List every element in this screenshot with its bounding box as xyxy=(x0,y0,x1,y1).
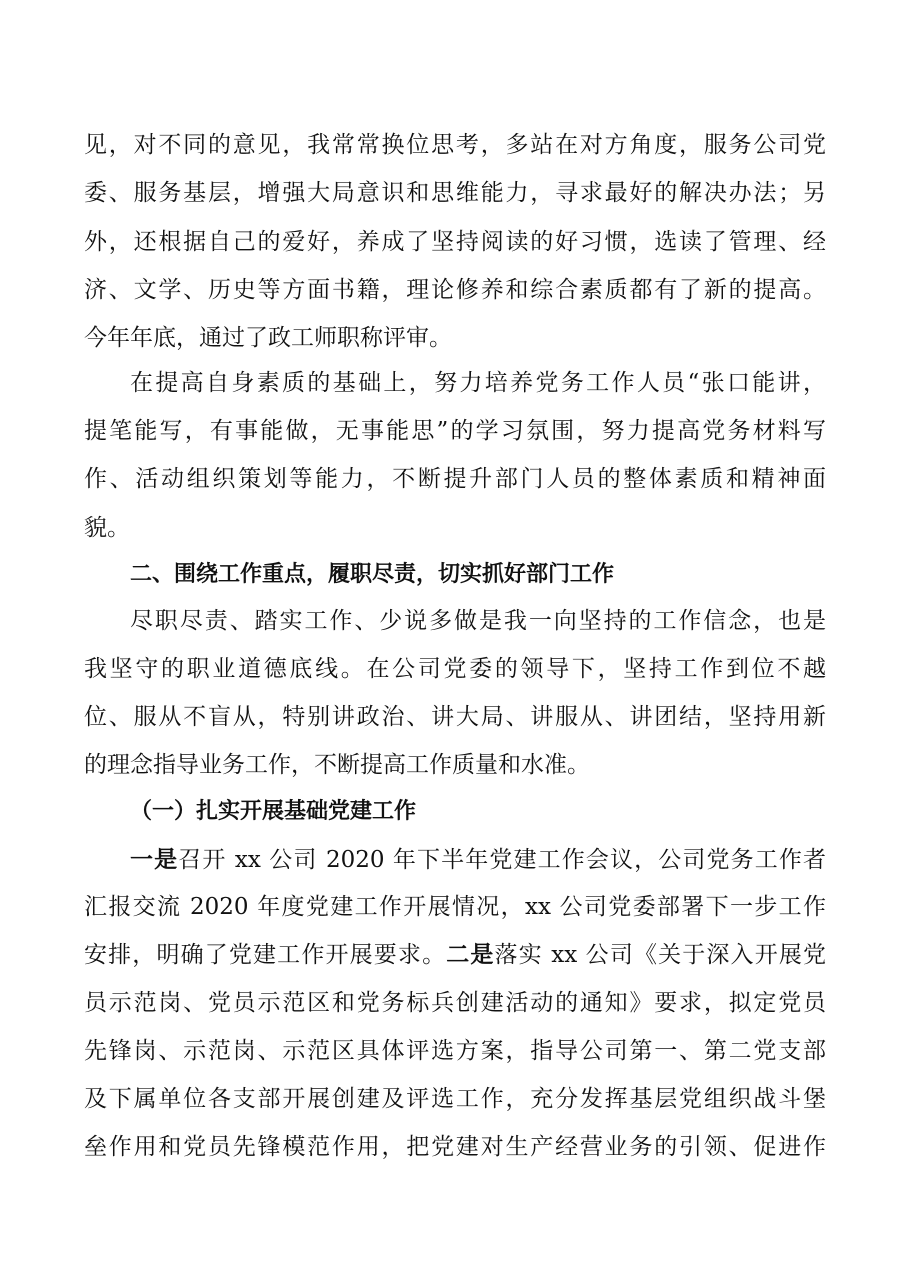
paragraph-1-line-3: 外，还根据自己的爱好，养成了坚持阅读的好习惯，选读了管理、经 xyxy=(84,229,826,255)
paragraph-4-line-7: 垒作用和党员先锋模范作用，把党建对生产经营业务的引领、促进作 xyxy=(84,1134,826,1160)
paragraph-2-line-4: 貌。 xyxy=(84,515,130,541)
paragraph-3-line-3: 位、服从不盲从，特别讲政治、讲大局、讲服从、讲团结，坚持用新 xyxy=(84,704,826,730)
paragraph-4-line-5: 先锋岗、示范岗、示范区具体评选方案，指导公司第一、第二党支部 xyxy=(84,1038,826,1064)
paragraph-4-line-3 xyxy=(84,935,826,975)
paragraph-2-line-3: 作、活动组织策划等能力，不断提升部门人员的整体素质和精神面 xyxy=(84,466,826,492)
paragraph-4-line-3-text-a: 安排，明确了党建工作开展要求。 xyxy=(84,942,447,968)
paragraph-1-line-4: 济、文学、历史等方面书籍，理论修养和综合素质都有了新的提高。 xyxy=(84,277,826,303)
paragraph-4-line-4: 员示范岗、党员示范区和党务标兵创建活动的通知》要求，拟定党员 xyxy=(84,990,826,1016)
paragraph-4-line-3-text-b: 落实 xx 公司《关于深入开展党 xyxy=(494,942,826,968)
paragraph-3-line-2: 我坚守的职业道德底线。在公司党委的领导下，坚持工作到位不越 xyxy=(84,656,826,682)
paragraph-2-line-2: 提笔能写，有事能做，无事能思”的学习氛围，努力提高党务材料写 xyxy=(84,418,826,444)
paragraph-4-line-1 xyxy=(130,840,826,880)
paragraph-2-line-1: 在提高自身素质的基础上，努力培养党务工作人员“张口能讲， xyxy=(130,370,826,396)
lead-marker-one: 一是 xyxy=(130,847,179,873)
paragraph-1-line-5: 今年年底，通过了政工师职称评审。 xyxy=(84,325,452,351)
subsection-heading: （一）扎实开展基础党建工作 xyxy=(130,799,417,824)
paragraph-4-line-1-text: 召开 xx 公司 2020 年下半年党建工作会议，公司党务工作者 xyxy=(178,847,826,873)
paragraph-3-line-1: 尽职尽责、踏实工作、少说多做是我一向坚持的工作信念，也是 xyxy=(130,608,826,634)
paragraph-4-line-2: 汇报交流 2020 年度党建工作开展情况，xx 公司党委部署下一步工作 xyxy=(84,894,826,920)
lead-marker-two: 二是 xyxy=(446,942,495,968)
paragraph-3-line-4: 的理念指导业务工作，不断提高工作质量和水准。 xyxy=(84,752,590,778)
paragraph-1-line-1: 见，对不同的意见，我常常换位思考，多站在对方角度，服务公司党 xyxy=(84,132,826,158)
section-heading: 二、围绕工作重点，履职尽责，切实抓好部门工作 xyxy=(130,562,615,587)
paragraph-4-line-6: 及下属单位各支部开展创建及评选工作，充分发挥基层党组织战斗堡 xyxy=(84,1086,826,1112)
paragraph-1-line-2: 委、服务基层，增强大局意识和思维能力，寻求最好的解决办法；另 xyxy=(84,180,826,206)
